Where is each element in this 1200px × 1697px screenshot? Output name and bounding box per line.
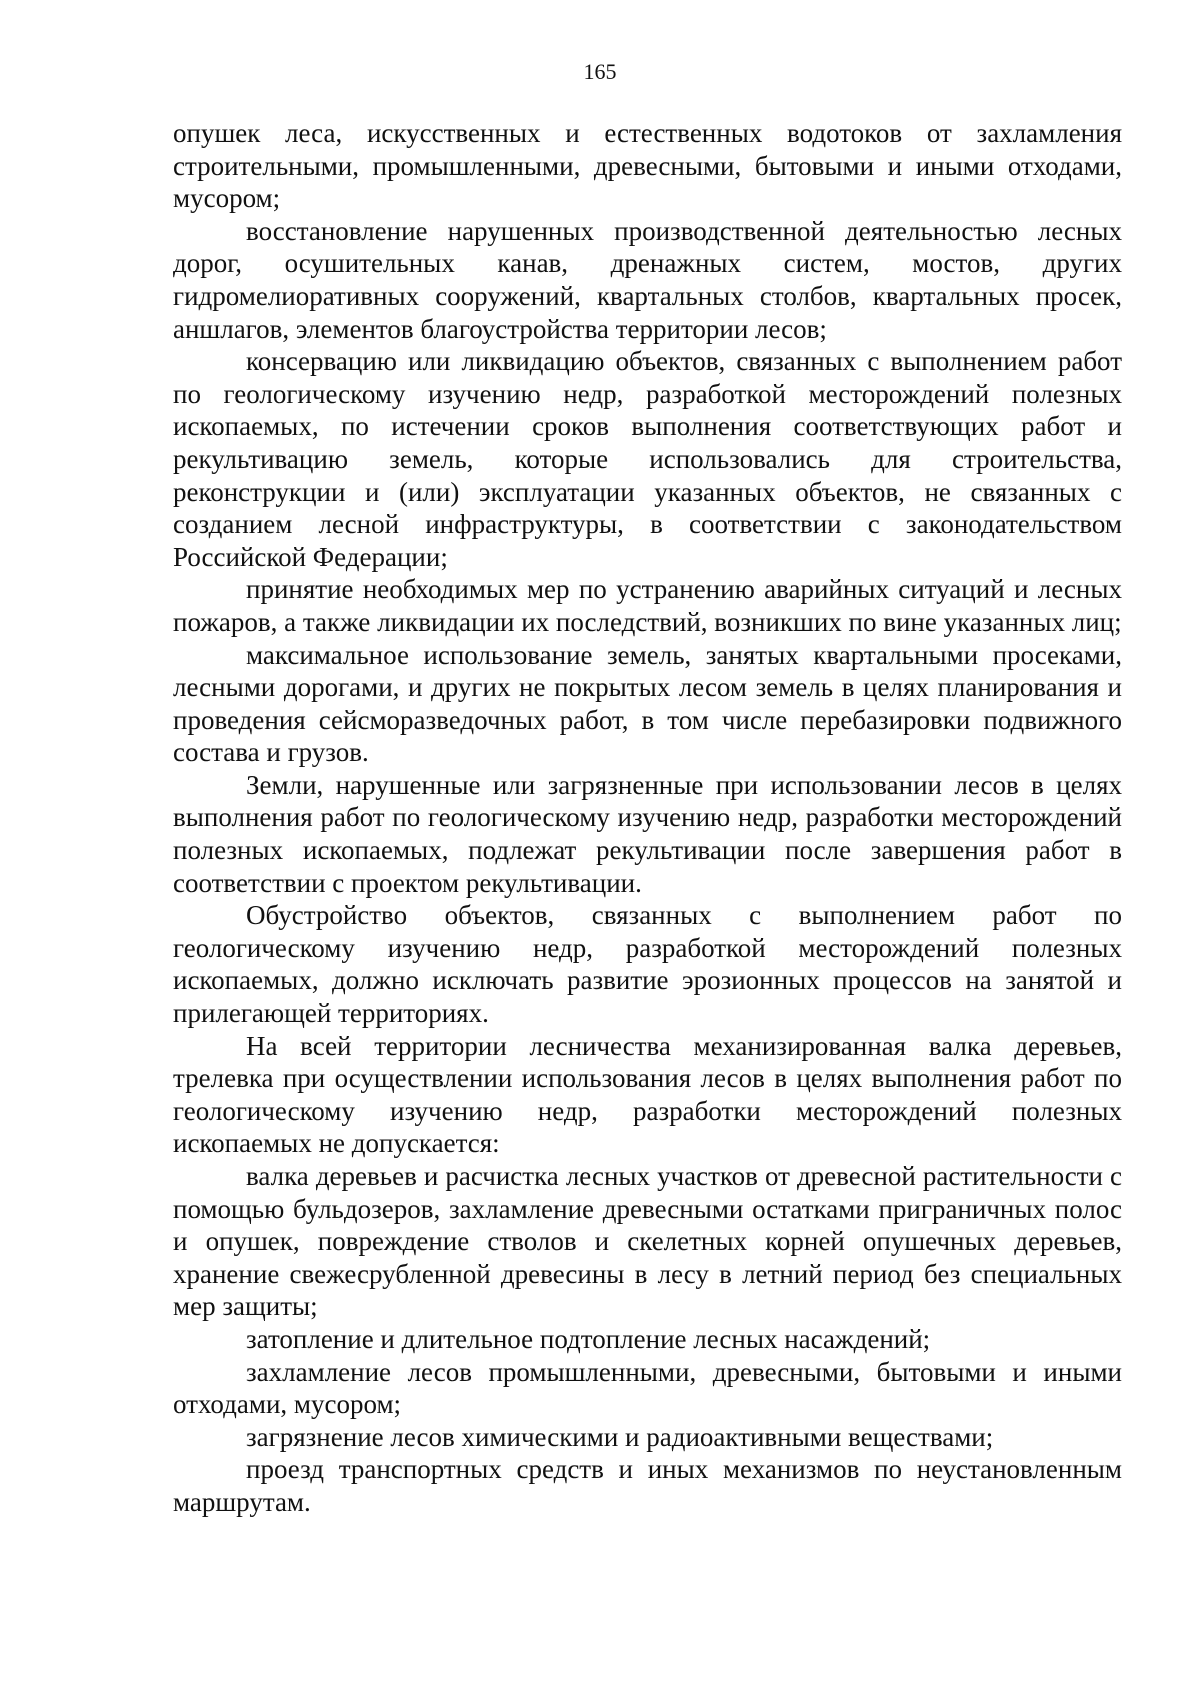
paragraph-prohibitions-intro: На всей территории лесничества механизированная валка деревьев, трелевка при осуществлении использования лесов в целях выполнения работ по геологическому изучению недр, разработки месторождений полезных ископаемых не допускается: [173, 1030, 1122, 1159]
paragraph-prohibition-vehicles: проезд транспортных средств и иных механизмов по неустановленным маршрутам. [173, 1454, 1122, 1517]
paragraph-recultivation: Земли, нарушенные или загрязненные при использовании лесов в целях выполнения работ по геологическому изучению недр, разработки месторождений полезных ископаемых, подлежат рекультивации после завершения работ в соответствии с проектом рекультивации. [173, 769, 1122, 898]
paragraph-continuation: опушек леса, искусственных и естественных водотоков от захламления строительными, промышленными, древесными, бытовыми и иными отходами, мусором; [173, 118, 1122, 214]
paragraph-erosion: Обустройство объектов, связанных с выполнением работ по геологическому изучению недр, разработкой месторождений полезных ископаемых, должно исключать развитие эрозионных процессов на занятой и прилегающей территориях. [173, 900, 1122, 1029]
paragraph-prohibition-felling: валка деревьев и расчистка лесных участков от древесной растительности с помощью бульдозеров, захламление древесными остатками приграничных полос и опушек, повреждение стволов и скелетных корней опушечных деревьев, хранение свежесрубленной древесины в лесу в летний период без специальных мер защиты; [173, 1161, 1122, 1322]
paragraph-prohibition-littering: захламление лесов промышленными, древесными, бытовыми и иными отходами, мусором; [173, 1356, 1122, 1420]
page-number: 165 [583, 59, 617, 84]
paragraph-road-restoration: восстановление нарушенных производственной деятельностью лесных дорог, осушительных канав, дренажных систем, мостов, других гидромелиоративных сооружений, квартальных столбов, квартальных просек, аншлагов, элементов благоустройства территории лесов; [173, 215, 1122, 344]
paragraph-land-use: максимальное использование земель, занятых квартальными просеками, лесными дорогами, и других не покрытых лесом земель в целях планирования и проведения сейсморазведочных работ, в том числе перебазировки подвижного состава и грузов. [173, 639, 1122, 768]
document-body [173, 117, 1122, 1519]
paragraph-prohibition-flooding: затопление и длительное подтопление лесных насаждений; [246, 1323, 931, 1354]
paragraph-emergency-measures: принятие необходимых мер по устранению аварийных ситуаций и лесных пожаров, а также ликвидации их последствий, возникших по вине указанных лиц; [173, 574, 1122, 637]
paragraph-conservation: консервацию или ликвидацию объектов, связанных с выполнением работ по геологическому изучению недр, разработкой месторождений полезных ископаемых, по истечении сроков выполнения соответствующих работ и рекультивацию земель, которые использовались для строительства, реконструкции и (или) эксплуатации указанных объектов, не связанных с созданием лесной инфраструктуры, в соответствии с законодательством Российской Федерации; [173, 346, 1122, 572]
paragraph-prohibition-pollution: загрязнение лесов химическими и радиоактивными веществами; [246, 1421, 994, 1452]
